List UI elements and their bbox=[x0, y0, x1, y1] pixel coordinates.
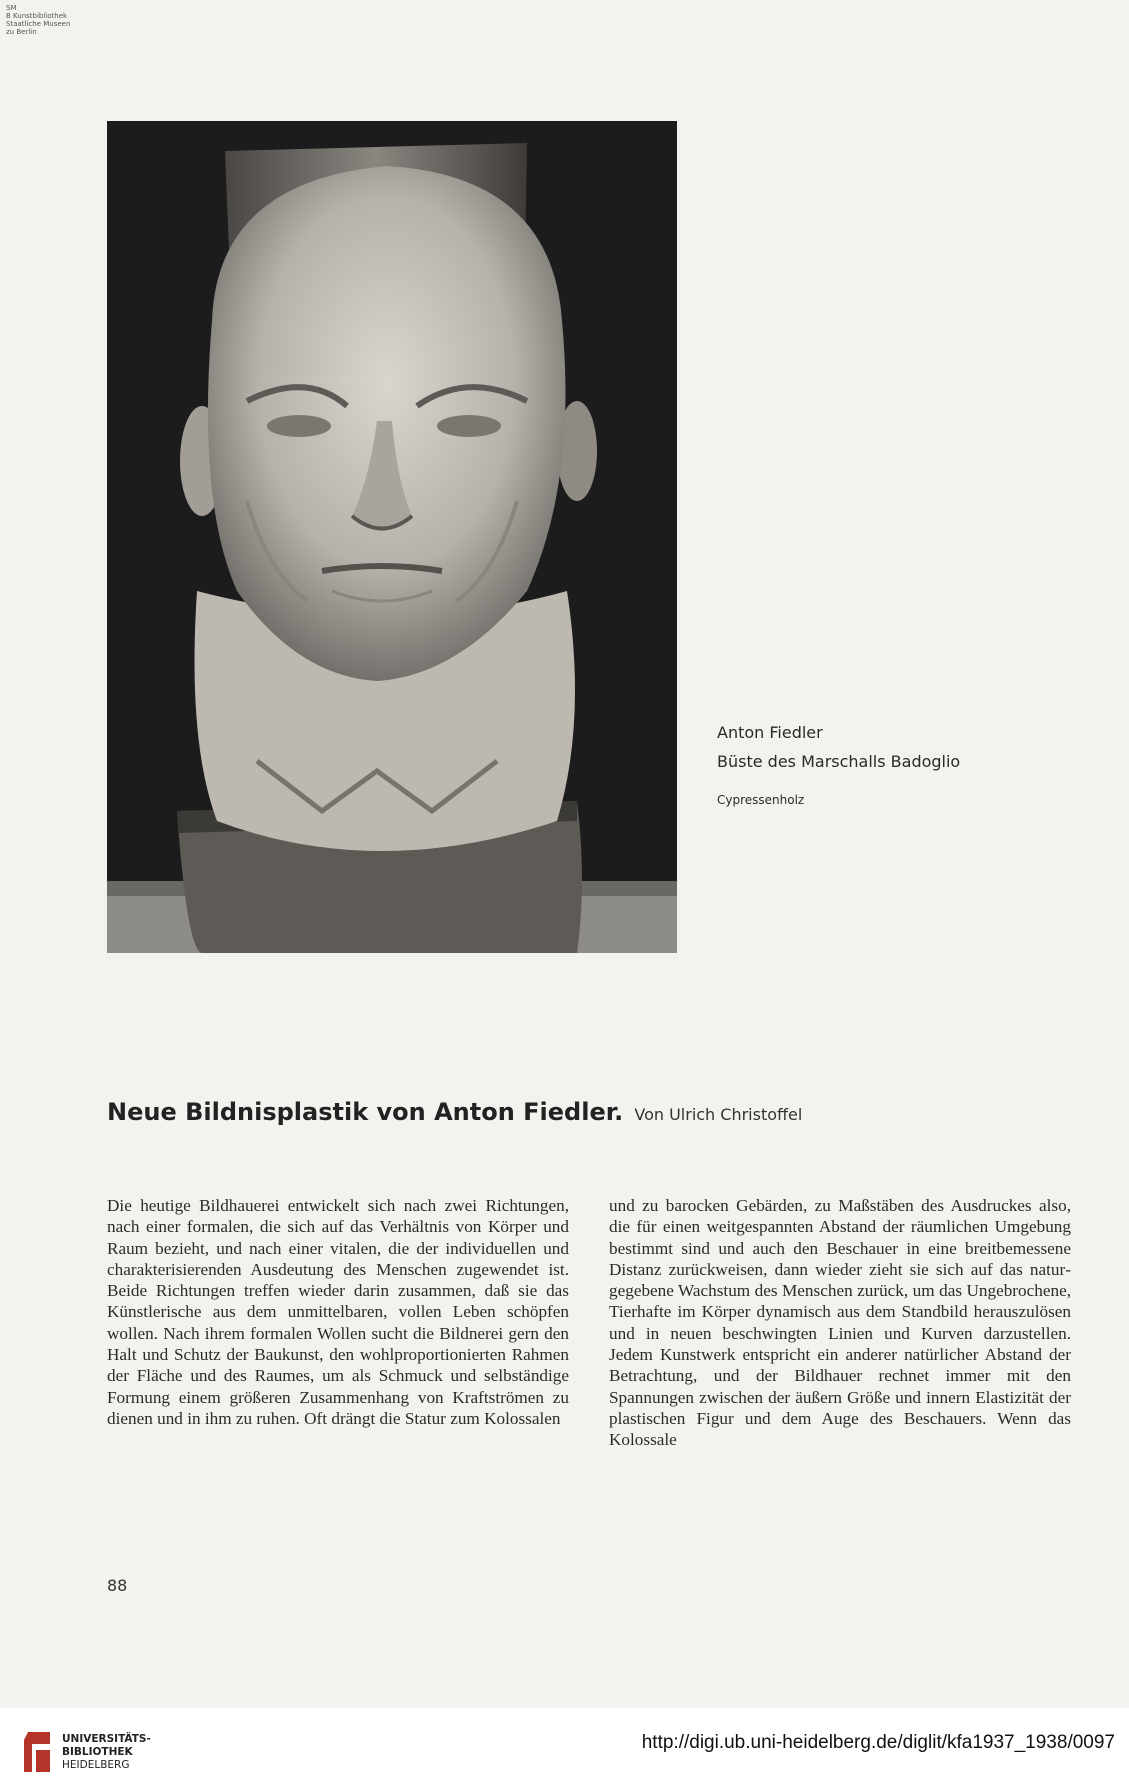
stamp-line: Staatliche Museen bbox=[6, 20, 71, 28]
logo-line: HEIDELBERG bbox=[62, 1758, 130, 1771]
logo-line: UNIVERSITÄTS- bbox=[62, 1732, 151, 1745]
page-number: 88 bbox=[107, 1576, 128, 1595]
figure-caption bbox=[717, 723, 960, 807]
bust-photograph bbox=[107, 121, 677, 953]
source-url-link[interactable]: http://digi.ub.uni-heidelberg.de/diglit/kfa1937_1938/0097 bbox=[641, 1732, 1115, 1753]
digitization-footer bbox=[0, 1708, 1129, 1790]
article-headline bbox=[107, 1098, 802, 1126]
caption-artist: Anton Fiedler bbox=[717, 723, 823, 742]
library-logo[interactable] bbox=[22, 1730, 151, 1774]
stamp-line: SM bbox=[6, 4, 17, 12]
stamp-line: zu Berlin bbox=[6, 28, 37, 36]
body-column-right: und zu barocken Gebärden, zu Maßstäben des Ausdruckes also, die für einen weitgespannten Abstand der räumlichen Umgebung bestimmt sind und auch den Beschauer in eine breitbemessene Distanz zurückweisen, dann wieder zieht sie sich auf das naturgegebene Wachstum des Menschen zurück, um das Ungebrochene, Tierhafte im Körper dynamisch aus dem Standbild herauszulösen und in neuen beschwingten Linien und Kurven darzustellen. Jedem Kunstwerk entspricht ein anderer natürlicher Abstand der Betrachtung, und der Bildhauer rechnet immer mit den Spannungen zwischen der äußern Größe und innern Elastizität der plastischen Figur und dem Auge des Beschauers. Wenn das Kolossale bbox=[609, 1196, 1071, 1450]
library-stamp bbox=[6, 4, 70, 36]
logo-line: BIBLIOTHEK bbox=[62, 1745, 133, 1758]
article-author: Von Ulrich Christoffel bbox=[634, 1105, 803, 1124]
body-column-left: Die heutige Bildhauerei entwickelt sich nach zwei Richtungen, nach einer formalen, die sich auf das Verhältnis von Körper und Raum bezieht, und nach einer vitalen, die der individuellen und charakterisierenden Ausdeutung des Menschen zugewendet ist. Beide Richtungen treffen wieder darin zusammen, daß sie das Künstlerische aus dem unmittelbaren, vollen Leben schöpfen wollen. Nach ihrem formalen Wollen sucht die Bildnerei gern den Halt und Schutz der Baukunst, den wohlproportionierten Rahmen der Fläche und des Raumes, um als Schmuck und selbständige Formung einem größeren Zusammenhang von Kraftströmen zu dienen und in ihm zu ruhen. Oft drängt die Statur zum Kolossalen bbox=[107, 1196, 569, 1428]
stamp-line: B Kunstbibliothek bbox=[6, 12, 68, 20]
caption-material: Cypressenholz bbox=[717, 793, 805, 807]
article-title: Neue Bildnisplastik von Anton Fiedler. bbox=[107, 1098, 624, 1126]
caption-title: Büste des Marschalls Badoglio bbox=[717, 752, 961, 771]
library-logo-icon bbox=[22, 1730, 52, 1774]
